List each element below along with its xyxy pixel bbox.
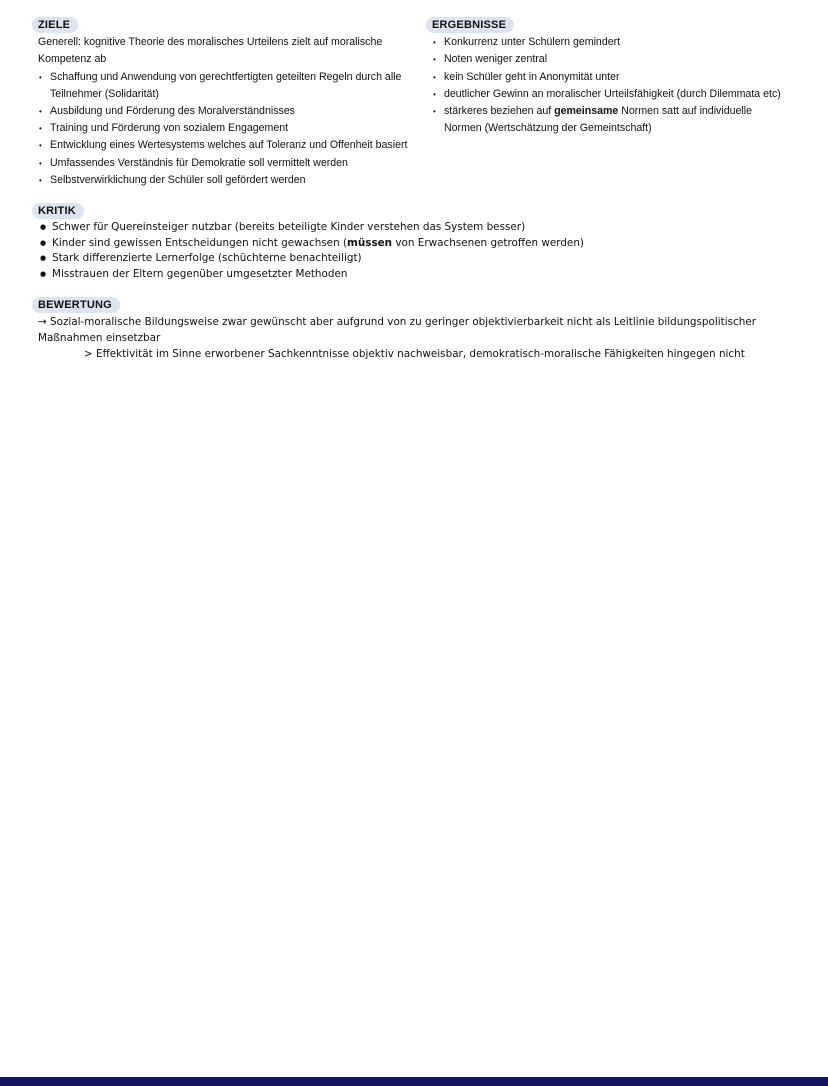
kritik-heading: KRITIK: [32, 203, 84, 219]
list-item: • Entwicklung eines Wertesystems welches auf Toleranz und Offenheit basiert: [38, 137, 430, 154]
emphasis-text: müssen: [347, 236, 393, 249]
list-item: • Konkurrenz unter Schülern gemindert: [432, 34, 786, 51]
list-item: • deutlicher Gewinn an moralischer Urteilsfähigkeit (durch Dilemmata etc): [432, 86, 786, 103]
list-item: [432, 103, 786, 137]
kritik-list: [32, 220, 812, 283]
ergebnisse-section: [426, 17, 786, 137]
bottom-bar: [0, 1077, 828, 1086]
list-item: • Selbstverwirklichung der Schüler soll gefördert werden: [38, 172, 430, 189]
list-item: ● Stark differenzierte Lernerfolge (schüchterne benachteiligt): [40, 251, 812, 267]
list-item: ● Misstrauen der Eltern gegenüber umgesetzter Methoden: [40, 267, 812, 283]
item-text: Kinder sind gewissen Entscheidungen nicht gewachsen (: [52, 236, 348, 249]
ziele-section: [32, 17, 430, 189]
kritik-section: [32, 203, 812, 283]
ziele-heading: ZIELE: [32, 17, 78, 33]
item-text: stärkeres beziehen auf: [444, 105, 555, 118]
list-item: • Umfassendes Verständnis für Demokratie soll vermittelt werden: [38, 155, 430, 172]
list-item: • kein Schüler geht in Anonymität unter: [432, 69, 786, 86]
ziele-intro: Generell: kognitive Theorie des moralisches Urteilens zielt auf moralische Kompetenz ab: [38, 36, 383, 66]
bewertung-text: → Sozial-moralische Bildungsweise zwar gewünscht aber aufgrund von zu geringer objektivierbarkeit nicht als Leitlinie bildungspolitischer Maßnahmen einsetzbar: [38, 316, 756, 344]
ergebnisse-heading: ERGEBNISSE: [426, 17, 514, 33]
list-item: • Ausbildung und Förderung des Moralverständnisses: [38, 103, 430, 120]
ergebnisse-list: [426, 34, 786, 137]
list-item: • Noten weniger zentral: [432, 51, 786, 68]
list-item: [40, 236, 812, 252]
ziele-list: [32, 69, 430, 189]
emphasis-text: gemeinsame: [554, 105, 619, 118]
bewertung-heading: BEWERTUNG: [32, 297, 120, 313]
bewertung-subtext: > Effektivität im Sinne erworbener Sachkenntnisse objektiv nachweisbar, demokratisch-moralische Fähigkeiten hingegen nicht: [84, 348, 745, 360]
list-item: • Training und Förderung von sozialem Engagement: [38, 120, 430, 137]
list-item: ● Schwer für Quereinsteiger nutzbar (bereits beteiligte Kinder verstehen das System besser): [40, 220, 812, 236]
item-text: Normen satt auf individuelle Normen (Wertschätzung der Gemeintschaft): [444, 105, 752, 135]
bewertung-section: [32, 297, 792, 362]
item-text: von Erwachsenen getroffen werden): [392, 236, 584, 249]
list-item: • Schaffung und Anwendung von gerechtfertigten geteilten Regeln durch alle Teilnehmer (Solidarität): [38, 69, 430, 103]
